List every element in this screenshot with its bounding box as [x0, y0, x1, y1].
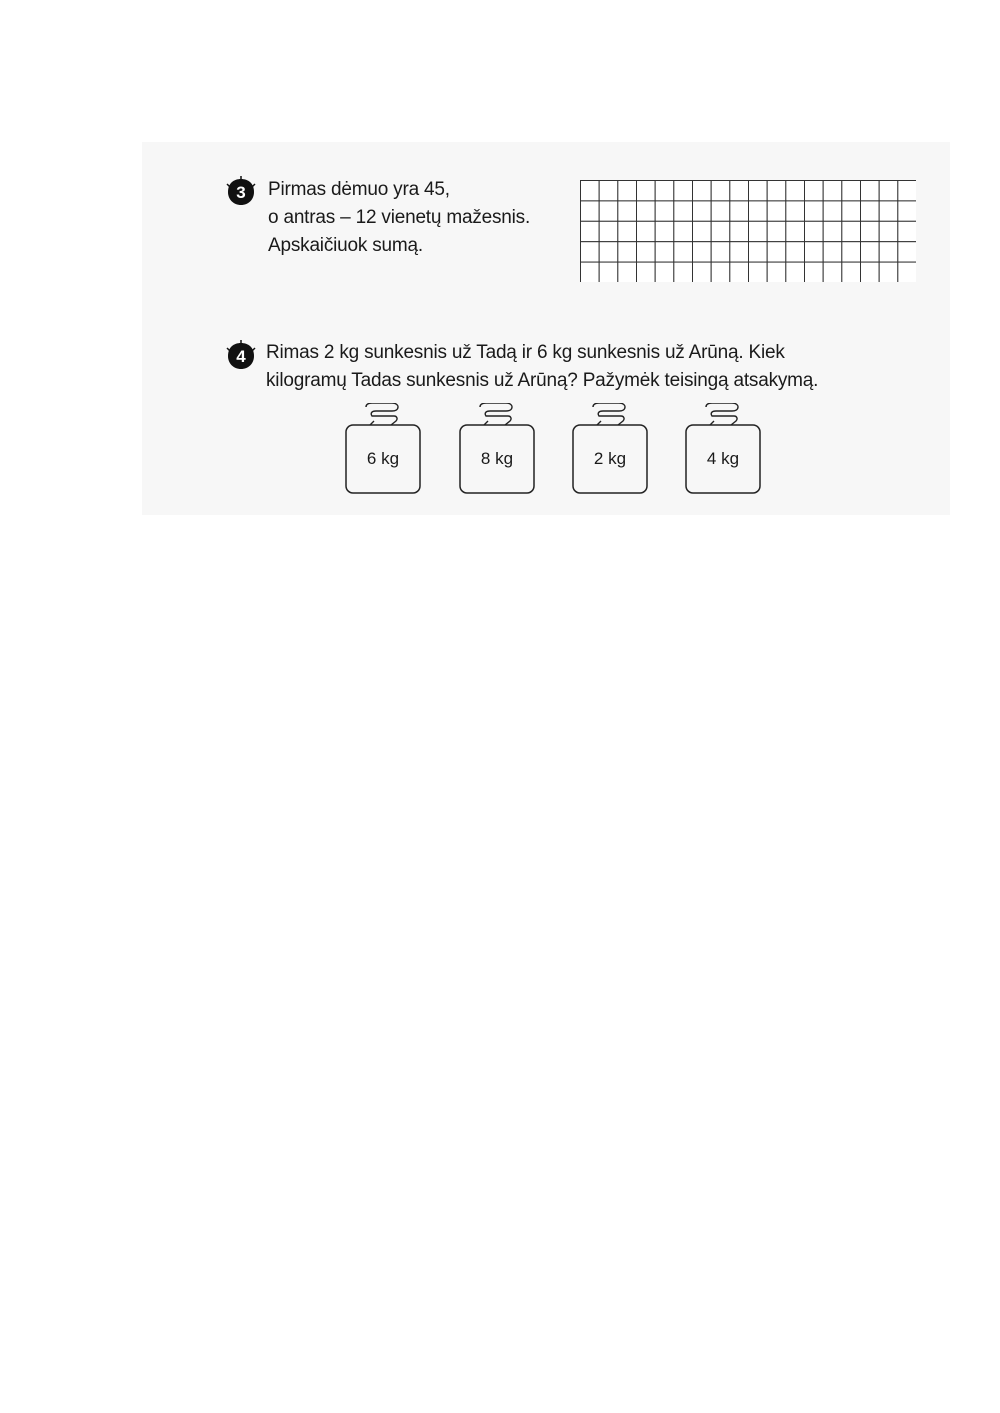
grid-cell[interactable]	[805, 262, 824, 282]
grid-cell[interactable]	[674, 221, 693, 241]
grid-cell[interactable]	[637, 262, 656, 282]
grid-cell[interactable]	[898, 201, 916, 221]
task-4-text	[266, 339, 818, 395]
grid-cell[interactable]	[693, 221, 712, 241]
grid-cell[interactable]	[637, 181, 656, 201]
grid-cell[interactable]	[786, 181, 805, 201]
grid-cell[interactable]	[693, 181, 712, 201]
task-4-line-2: kilogramų Tadas sunkesnis už Arūną? Pažymėk teisingą atsakymą.	[266, 370, 819, 391]
grid-cell[interactable]	[786, 201, 805, 221]
grid-cell[interactable]	[805, 201, 824, 221]
grid-cell[interactable]	[581, 181, 600, 201]
grid-cell[interactable]	[805, 221, 824, 241]
grid-cell[interactable]	[823, 181, 842, 201]
weight-label: 4 kg	[706, 449, 740, 468]
weight-label: 2 kg	[593, 449, 627, 468]
grid-cell[interactable]	[823, 262, 842, 282]
grid-cell[interactable]	[693, 201, 712, 221]
grid-cell[interactable]	[823, 242, 842, 262]
grid-cell[interactable]	[599, 221, 618, 241]
grid-cell[interactable]	[749, 262, 768, 282]
grid-cell[interactable]	[581, 262, 600, 282]
grid-cell[interactable]	[674, 181, 693, 201]
grid-cell[interactable]	[879, 181, 898, 201]
grid-cell[interactable]	[730, 221, 749, 241]
grid-cell[interactable]	[693, 242, 712, 262]
grid-cell[interactable]	[879, 221, 898, 241]
grid-cell[interactable]	[879, 201, 898, 221]
grid-cell[interactable]	[749, 201, 768, 221]
grid-cell[interactable]	[898, 221, 916, 241]
grid-cell[interactable]	[730, 201, 749, 221]
grid-cell[interactable]	[655, 242, 674, 262]
task-3-line-3: Apskaičiuok sumą.	[268, 235, 424, 256]
grid-cell[interactable]	[842, 201, 861, 221]
grid-cell[interactable]	[861, 242, 880, 262]
grid-cell[interactable]	[898, 181, 916, 201]
grid-cell[interactable]	[730, 262, 749, 282]
grid-cell[interactable]	[618, 201, 637, 221]
grid-cell[interactable]	[599, 181, 618, 201]
grid-cell[interactable]	[711, 262, 730, 282]
svg-text:3: 3	[236, 183, 246, 202]
grid-cell[interactable]	[898, 242, 916, 262]
grid-cell[interactable]	[879, 242, 898, 262]
grid-cell[interactable]	[749, 242, 768, 262]
task-4-line-1: Rimas 2 kg sunkesnis už Tadą ir 6 kg sunkesnis už Arūną. Kiek	[266, 342, 785, 363]
grid-cell[interactable]	[730, 242, 749, 262]
grid-cell[interactable]	[581, 242, 600, 262]
grid-cell[interactable]	[842, 221, 861, 241]
grid-cell[interactable]	[637, 201, 656, 221]
grid-cell[interactable]	[711, 242, 730, 262]
grid-cell[interactable]	[861, 181, 880, 201]
grid-cell[interactable]	[749, 221, 768, 241]
grid-cell[interactable]	[637, 221, 656, 241]
answer-grid[interactable]	[580, 180, 916, 282]
grid-cell[interactable]	[655, 262, 674, 282]
grid-cell[interactable]	[655, 181, 674, 201]
grid-cell[interactable]	[805, 181, 824, 201]
grid-cell[interactable]	[805, 242, 824, 262]
grid-cell[interactable]	[674, 262, 693, 282]
task-4-number-icon	[224, 338, 258, 372]
grid-cell[interactable]	[618, 242, 637, 262]
grid-cell[interactable]	[674, 201, 693, 221]
grid-cell[interactable]	[879, 262, 898, 282]
grid-cell[interactable]	[599, 242, 618, 262]
grid-cell[interactable]	[581, 221, 600, 241]
grid-cell[interactable]	[786, 262, 805, 282]
grid-cell[interactable]	[655, 201, 674, 221]
grid-cell[interactable]	[637, 242, 656, 262]
grid-cell[interactable]	[599, 201, 618, 221]
grid-cell[interactable]	[655, 221, 674, 241]
grid-cell[interactable]	[823, 201, 842, 221]
grid-cell[interactable]	[786, 221, 805, 241]
task-3-line-1: Pirmas dėmuo yra 45,	[268, 179, 450, 200]
grid-cell[interactable]	[842, 181, 861, 201]
grid-cell[interactable]	[711, 201, 730, 221]
grid-cell[interactable]	[823, 221, 842, 241]
grid-cell[interactable]	[711, 181, 730, 201]
grid-cell[interactable]	[861, 262, 880, 282]
grid-cell[interactable]	[730, 181, 749, 201]
grid-cell[interactable]	[842, 242, 861, 262]
grid-cell[interactable]	[861, 221, 880, 241]
weight-option-8kg[interactable]	[458, 403, 536, 495]
grid-cell[interactable]	[767, 221, 786, 241]
grid-cell[interactable]	[599, 262, 618, 282]
weight-label: 8 kg	[480, 449, 514, 468]
grid-cell[interactable]	[581, 201, 600, 221]
grid-cell[interactable]	[861, 201, 880, 221]
grid-cell[interactable]	[767, 242, 786, 262]
grid-cell[interactable]	[898, 262, 916, 282]
grid-cell[interactable]	[618, 221, 637, 241]
weight-option-6kg[interactable]	[344, 403, 422, 495]
grid-cell[interactable]	[767, 181, 786, 201]
grid-cell[interactable]	[618, 262, 637, 282]
svg-text:4: 4	[236, 347, 246, 366]
grid-cell[interactable]	[618, 181, 637, 201]
grid-cell[interactable]	[767, 262, 786, 282]
grid-cell[interactable]	[767, 201, 786, 221]
grid-cell[interactable]	[693, 262, 712, 282]
grid-cell[interactable]	[842, 262, 861, 282]
weight-option-2kg[interactable]	[571, 403, 649, 495]
weight-label: 6 kg	[366, 449, 400, 468]
grid-cell[interactable]	[711, 221, 730, 241]
grid-cell[interactable]	[786, 242, 805, 262]
weight-option-4kg[interactable]	[684, 403, 762, 495]
grid-cell[interactable]	[674, 242, 693, 262]
task-3-number-icon	[224, 174, 258, 208]
task-3-text	[268, 176, 530, 260]
grid-cell[interactable]	[749, 181, 768, 201]
task-3-line-2: o antras – 12 vienetų mažesnis.	[268, 207, 531, 228]
